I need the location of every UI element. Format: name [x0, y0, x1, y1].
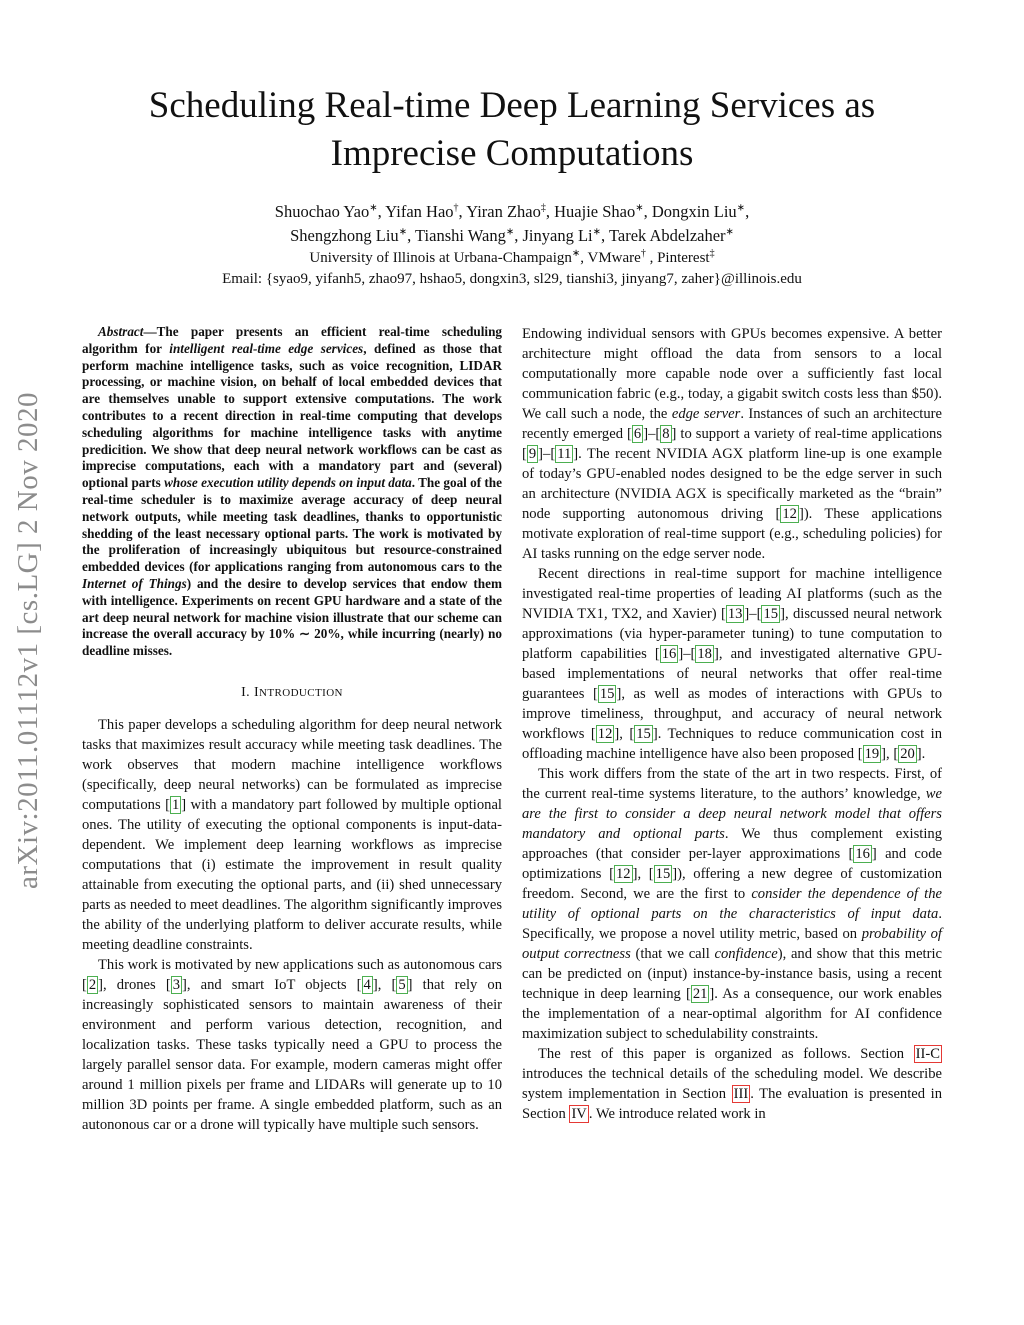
arxiv-id: arXiv:2011.01112v1 [cs.LG] 2 Nov 2020: [11, 391, 44, 889]
intro-paragraph-1: This paper develops a scheduling algorithm for deep neural network tasks that maximizes result accuracy while meeting task deadlines. The work observes that modern machine intelligence workflows (specifically, deep neural networks) can be formulated as imprecise computations [ 1 ] with a mandatory part followed by multiple optional ones. The utility of executing the optional components is input-data-dependent. We implement deep learning workflows as imprecise computations that (i) estimate the improvement in result quality attainable from executing the optional parts, and (ii) shed unnecessary parts as needed to meet deadlines. The algorithm significantly improves the ability of the underlying platform to deliver accurate results, while meeting deadline constraints.: [82, 716, 502, 953]
paper-title: [60, 82, 964, 178]
email-line: Email: {syao9, yifanh5, zhao97, hshao5, dongxin3, sl29, tianshi3, jinyang7, zaher}@illinois.edu: [222, 271, 802, 287]
citation-link[interactable]: 3: [172, 976, 180, 993]
citation-link[interactable]: 12: [782, 506, 797, 522]
arxiv-sidebar-stamp: [8, 350, 48, 930]
citation-link[interactable]: 6: [633, 426, 642, 442]
citation-link[interactable]: 12: [615, 866, 631, 882]
section-link[interactable]: III: [733, 1086, 749, 1102]
abstract-label: Abstract: [98, 324, 144, 339]
section-link[interactable]: II-C: [915, 1046, 940, 1062]
citation-link[interactable]: 20: [900, 746, 915, 762]
citation-link[interactable]: 16: [661, 646, 677, 662]
citation-link[interactable]: 11: [557, 446, 572, 462]
body-paragraph-4: The rest of this paper is organized as follows. Section II-C introduces the technical details of the scheduling model. We describe system implementation in Section III . The evaluation is presented in Section IV . We introduce related work in: [522, 1046, 942, 1122]
citation-link[interactable]: 16: [855, 846, 870, 862]
title-line-1: Scheduling Real-time Deep Learning Services as: [148, 85, 876, 126]
title-line-2: Imprecise Computations: [330, 133, 694, 174]
citation-link[interactable]: 2: [88, 976, 97, 993]
citation-link[interactable]: 21: [692, 986, 708, 1002]
citation-link[interactable]: 12: [597, 726, 613, 742]
body-paragraph-2: Recent directions in real-time support for machine intelligence investigated real-time properties of leading AI platforms (such as the NVIDIA TX1, TX2, and Xavier) [ 13 ]–[ 15 ], discussed neural network approximations (via hyper-parameter tuning) to tune computation to platform capabilities [ 16 ]–[ 18 ], and investigated alternative GPU-based implementations of neural networks that offer real-time guarantees [ 15 ], as well as modes of interactions with GPUs to improve timeliness, throughput, and accuracy of neural network workflows [ 12 ], [ 15 ]. Techniques to reduce communication cost in offloading machine intelligence have also been proposed [ 19 ], [ 20 ].: [522, 566, 943, 762]
citation-link[interactable]: 13: [727, 606, 743, 622]
abstract: Abstract—The paper presents an efficient real-time scheduling algorithm for intelligent real-time edge services, defined as those that perform machine intelligence tasks, such as voice recognition, LIDAR processing, or machine vision, on behalf of local embedded devices that are themselves unable to support extensive computations. The work contributes to a recent direction in real-time computing that develops scheduling algorithms for machine intelligence tasks with anytime predicition. We show that deep neural network workflows can be cast as imprecise computations, each with a mandatory part and (several) optional parts whose execution utility depends on input data. The goal of the real-time scheduler is to maximize average accuracy of deep neural network outputs, while meeting task deadlines, thanks to opportunistic shedding of the least necessary optional parts. The work is motivated by the proliferation of increasingly ubiquitous but resource-constrained embedded devices (for applications ranging from autonomous cars to the Internet of Things) and the desire to develop services that endow them with intelligence. Experiments on recent GPU hardware and a state of the art deep neural network for machine vision illustrate that our scheme can increase the overall accuracy by 10% ∼ 20%, while incurring (nearly) no deadline misses.: [82, 324, 502, 659]
citation-link[interactable]: 4: [363, 976, 371, 993]
left-column: [82, 324, 502, 1135]
author-block: [60, 200, 964, 290]
citation-link[interactable]: 19: [864, 746, 880, 762]
section-heading-introduction: I. INTRODUCTION: [241, 684, 343, 700]
affiliations: University of Illinois at Urbana-Champaign∗, VMware† , Pinterest‡: [309, 248, 715, 266]
right-column: [522, 324, 942, 1124]
citation-link[interactable]: 8: [662, 426, 670, 442]
citation-link[interactable]: 9: [528, 446, 537, 462]
citation-link[interactable]: 15: [655, 866, 671, 882]
citation-link[interactable]: 18: [697, 646, 712, 662]
citation-link[interactable]: 5: [398, 976, 406, 993]
citation-link[interactable]: 15: [599, 686, 615, 702]
intro-paragraph-2: This work is motivated by new applications such as autonomous cars [ 2 ], drones [ 3 ], and smart IoT objects [ 4 ], [ 5 ] that rely on increasingly sophisticated sensors to maintain awareness of their environment and perform various detection, recognition, and localization tasks. These tasks typically need a GPU to process the largely parallel sensor data. For example, modern cameras might offer around 1 million pixels per frame and LIDARs will generate up to 10 million 3D points per frame. A single embedded platform, such as an autononous car or a drone will typically have multiple such sensors.: [82, 956, 503, 1133]
body-paragraph-3: This work differs from the state of the art in two respects. First, of the current real-time systems literature, to the authors’ knowledge, we are the first to consider a deep neural network model that offers mandatory and optional parts. We thus complement existing approaches (that consider per-layer approximations [ 16 ] and code optimizations [ 12 ], [ 15 ]), offering a new degree of customization freedom. Second, we are the first to consider the dependence of the utility of optional parts on the characteristics of input data. Specifically, we propose a novel utility metric, based on probability of output correctness (that we call confidence), and show that this metric can be predicted on (input) instance-by-instance basis, using a recent technique in deep learning [ 21 ]. As a consequence, our work enables the implementation of a near-optimal algorithm for AI confidence maximization subject to schedulability constraints.: [522, 766, 942, 1042]
citation-link[interactable]: 15: [636, 726, 651, 742]
section-link[interactable]: IV: [571, 1106, 587, 1122]
author-line-2: Shengzhong Liu∗, Tianshi Wang∗, Jinyang Li∗, Tarek Abdelzaher∗: [290, 226, 734, 245]
citation-link[interactable]: 15: [763, 606, 779, 622]
citation-link[interactable]: 1: [171, 796, 180, 813]
body-paragraph-1: Endowing individual sensors with GPUs becomes expensive. A better architecture might offload the data from sensors to a local computationally more capable node over a sufficiently fast local communication fabric (e.g., today, a gigabit switch costs less than $50). We call such a node, the edge server. Instances of such an architecture recently emerged [ 6 ]–[ 8 ] to support a variety of real-time applications [ 9 ]–[ 11 ]. The recent NVIDIA AGX platform line-up is one example of today’s GPU-enabled nodes designed to be the edge server in such an architecture (NVIDIA AGX is specifically marketed as the “brain” node supporting autonomous driving [ 12 ]). These applications motivate exploration of real-time support (e.g., scheduling policies) for AI tasks running on the edge server node.: [522, 326, 943, 562]
author-line-1: Shuochao Yao∗, Yifan Hao†, Yiran Zhao‡, Huajie Shao∗, Dongxin Liu∗,: [274, 202, 750, 221]
